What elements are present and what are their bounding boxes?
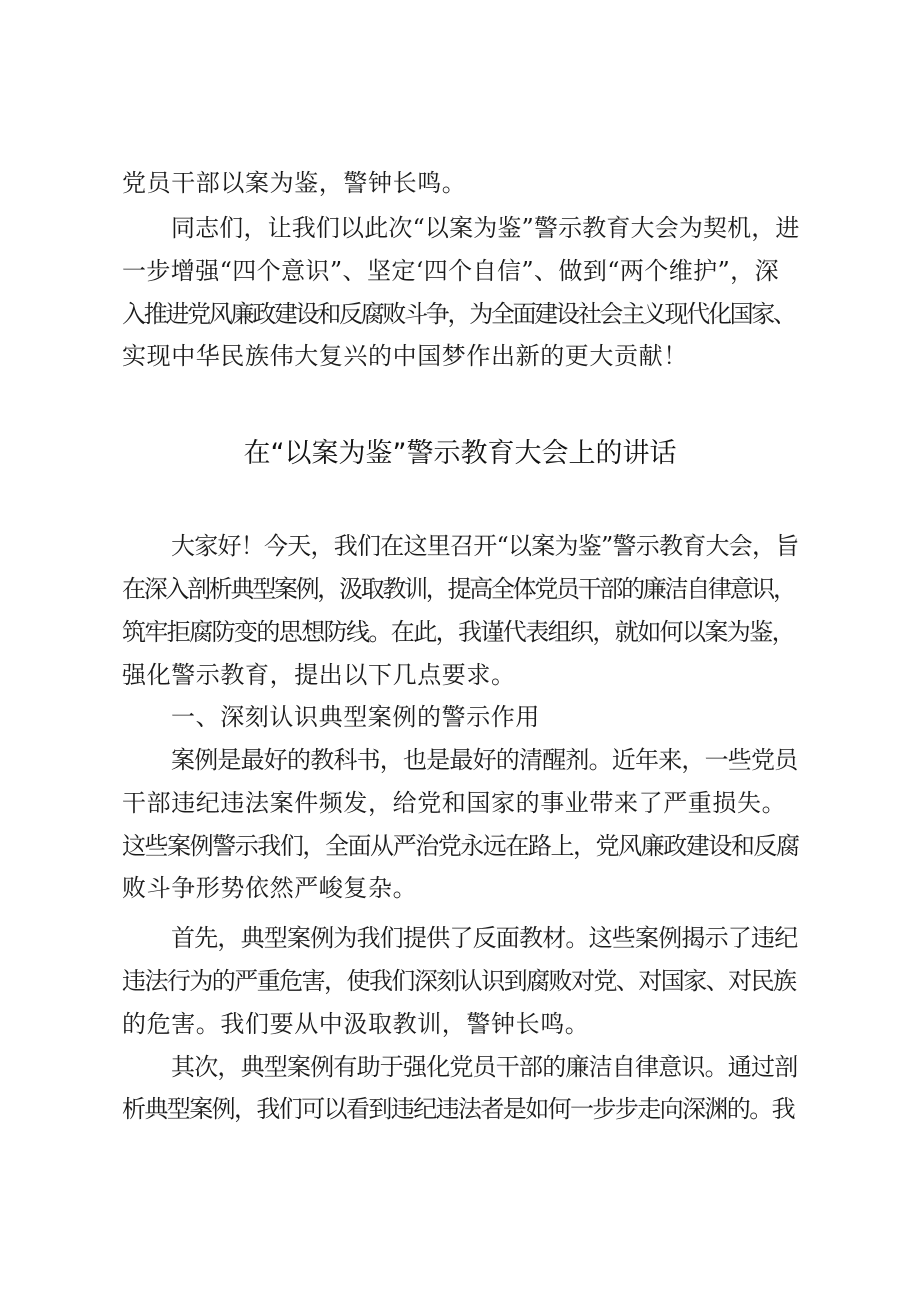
paragraph-line: 析典型案例，我们可以看到违纪违法者是如何一步步走向深渊的。我	[122, 1095, 794, 1123]
paragraph-line: 大家好！今天，我们在这里召开“以案为鉴”警示教育大会，旨	[171, 532, 799, 560]
paragraph-line: 干部违纪违法案件频发，给党和国家的事业带来了严重损失。	[122, 789, 787, 817]
paragraph-line: 筑牢拒腐防变的思想防线。在此，我谨代表组织，就如何以案为鉴，	[122, 618, 794, 646]
paragraph-line: 这些案例警示我们，全面从严治党永远在路上，党风廉政建设和反腐	[122, 832, 799, 860]
paragraph-line: 在深入剖析典型案例，汲取教训，提高全体党员干部的廉洁自律意识，	[122, 575, 795, 603]
paragraph-line: 案例是最好的教科书，也是最好的清醒剂。近年来，一些党员	[171, 746, 798, 774]
speech-title: 在“以案为鉴”警示教育大会上的讲话	[243, 438, 677, 469]
paragraph-line: 强化警示教育，提出以下几点要求。	[122, 661, 516, 689]
paragraph-line: 败斗争形势依然严峻复杂。	[122, 874, 418, 902]
section-heading: 一、深刻认识典型案例的警示作用	[171, 703, 540, 731]
closing-paragraph-line: 一步增强“四个意识”、坚定‘四个自信”、做到“两个维护”，深	[122, 257, 779, 285]
closing-paragraph-line: 同志们，让我们以此次“以案为鉴”警示教育大会为契机，进	[171, 214, 800, 242]
paragraph-line: 首先，典型案例为我们提供了反面教材。这些案例揭示了违纪	[171, 924, 798, 952]
continued-paragraph-line: 党员干部以案为鉴，警钟长鸣。	[122, 169, 467, 197]
paragraph-line: 的危害。我们要从中汲取教训，警钟长鸣。	[122, 1010, 590, 1038]
paragraph-line: 其次，典型案例有助于强化党员干部的廉洁自律意识。通过剖	[171, 1053, 798, 1081]
closing-paragraph-line: 实现中华民族伟大复兴的中国梦作出新的更大贡献！	[122, 342, 688, 370]
closing-paragraph-line: 入推进党风廉政建设和反腐败斗争，为全面建设社会主义现代化国家、	[122, 300, 795, 328]
paragraph-line: 违法行为的严重危害，使我们深刻认识到腐败对党、对国家、对民族	[122, 967, 796, 995]
